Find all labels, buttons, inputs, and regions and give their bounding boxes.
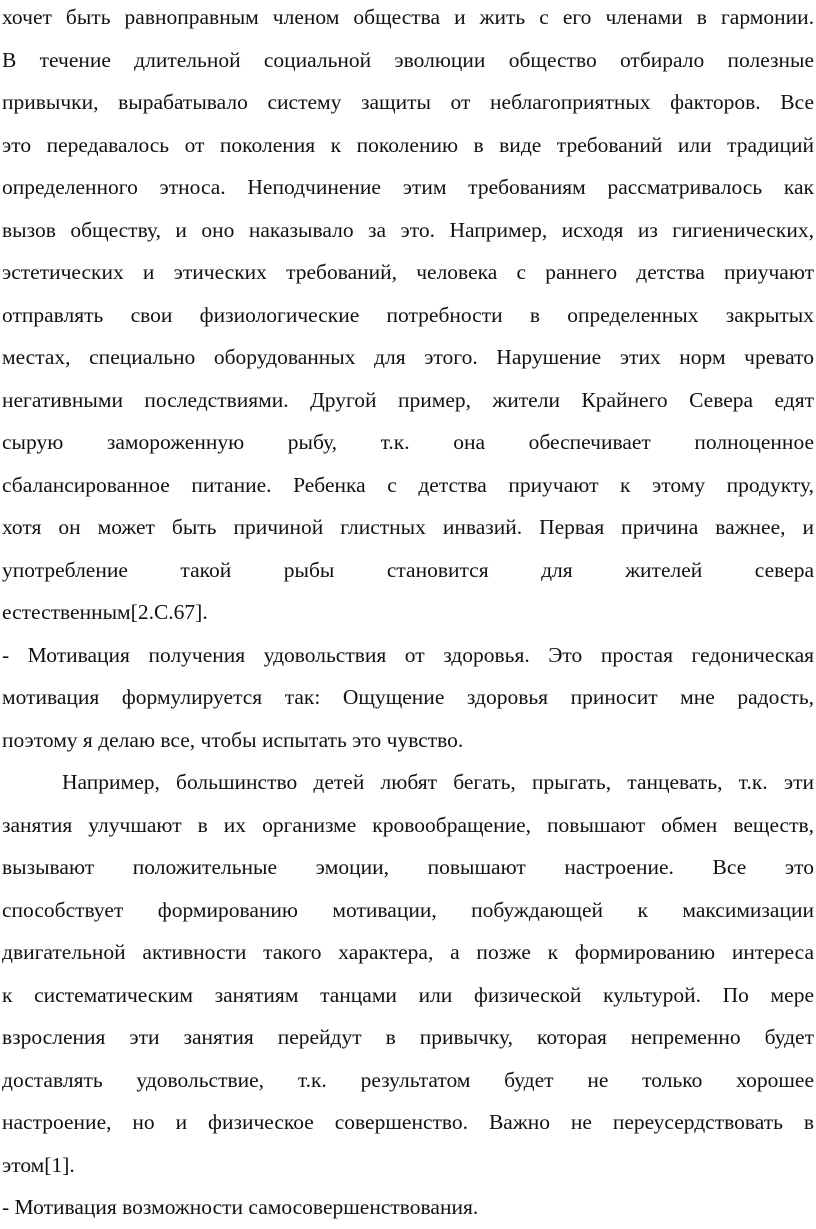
text-line: местах, специально оборудованных для этого. Нарушение этих норм чревато <box>2 345 814 369</box>
text-line: доставлять удовольствие, т.к. результатом будет не только хорошее <box>2 1067 814 1092</box>
text-line: хотя он может быть причиной глистных инвазий. Первая причина важнее, и <box>2 515 814 539</box>
text-line: настроение, но и физическое совершенство. Важно не переусердствовать в <box>2 1110 814 1134</box>
text-line: эстетических и этических требований, человека с раннего детства приучают <box>2 260 814 284</box>
text-line: двигательной активности такого характера, а позже к формированию интереса <box>2 940 814 964</box>
text-line: хочет быть равноправным членом общества и жить с его членами в гармонии. <box>2 5 814 29</box>
text-line: привычки, вырабатывало систему защиты от неблагоприятных факторов. Все <box>2 90 814 114</box>
text-line: употребление такой рыбы становится для жителей севера <box>2 557 814 582</box>
text-line: В течение длительной социальной эволюции общество отбирало полезные <box>2 47 814 72</box>
text-line: естественным[2.С.67]. <box>2 600 208 624</box>
text-line: сбалансированное питание. Ребенка с детства приучают к этому продукту, <box>2 472 814 497</box>
text-line: способствует формированию мотивации, побуждающей к максимизации <box>2 897 814 922</box>
text-line: поэтому я делаю все, чтобы испытать это чувство. <box>2 727 464 752</box>
text-line: - Мотивация возможности самосовершенствования. <box>2 1195 479 1219</box>
text-line: Например, большинство детей любят бегать, прыгать, танцевать, т.к. эти <box>62 770 814 794</box>
text-line: вызов обществу, и оно наказывало за это. Например, исходя из гигиенических, <box>2 217 814 242</box>
text-line: определенного этноса. Неподчинение этим требованиям рассматривалось как <box>2 175 814 199</box>
text-line: сырую замороженную рыбу, т.к. она обеспечивает полноценное <box>2 430 814 454</box>
paragraph-self-improvement-motivation <box>2 1186 814 1229</box>
paragraph-children-example <box>2 761 814 1186</box>
text-line: это передавалось от поколения к поколению в виде требований или традиций <box>2 132 814 157</box>
text-line: негативными последствиями. Другой пример, жители Крайнего Севера едят <box>2 387 814 412</box>
text-line: мотивация формулируется так: Ощущение здоровья приносит мне радость, <box>2 685 814 709</box>
text-line: занятия улучшают в их организме кровообращение, повышают обмен веществ, <box>2 812 814 837</box>
text-line: взросления эти занятия перейдут в привычку, которая непременно будет <box>2 1025 814 1049</box>
text-line: - Мотивация получения удовольствия от здоровья. Это простая гедоническая <box>2 642 814 667</box>
paragraph-health-pleasure-motivation <box>2 634 814 762</box>
text-line: отправлять свои физиологические потребности в определенных закрытых <box>2 302 814 327</box>
paragraph-social-norms <box>2 0 814 634</box>
text-line: этом[1]. <box>2 1152 75 1177</box>
text-line: к систематическим занятиям танцами или физической культурой. По мере <box>2 982 814 1007</box>
text-line: вызывают положительные эмоции, повышают настроение. Все это <box>2 855 814 879</box>
